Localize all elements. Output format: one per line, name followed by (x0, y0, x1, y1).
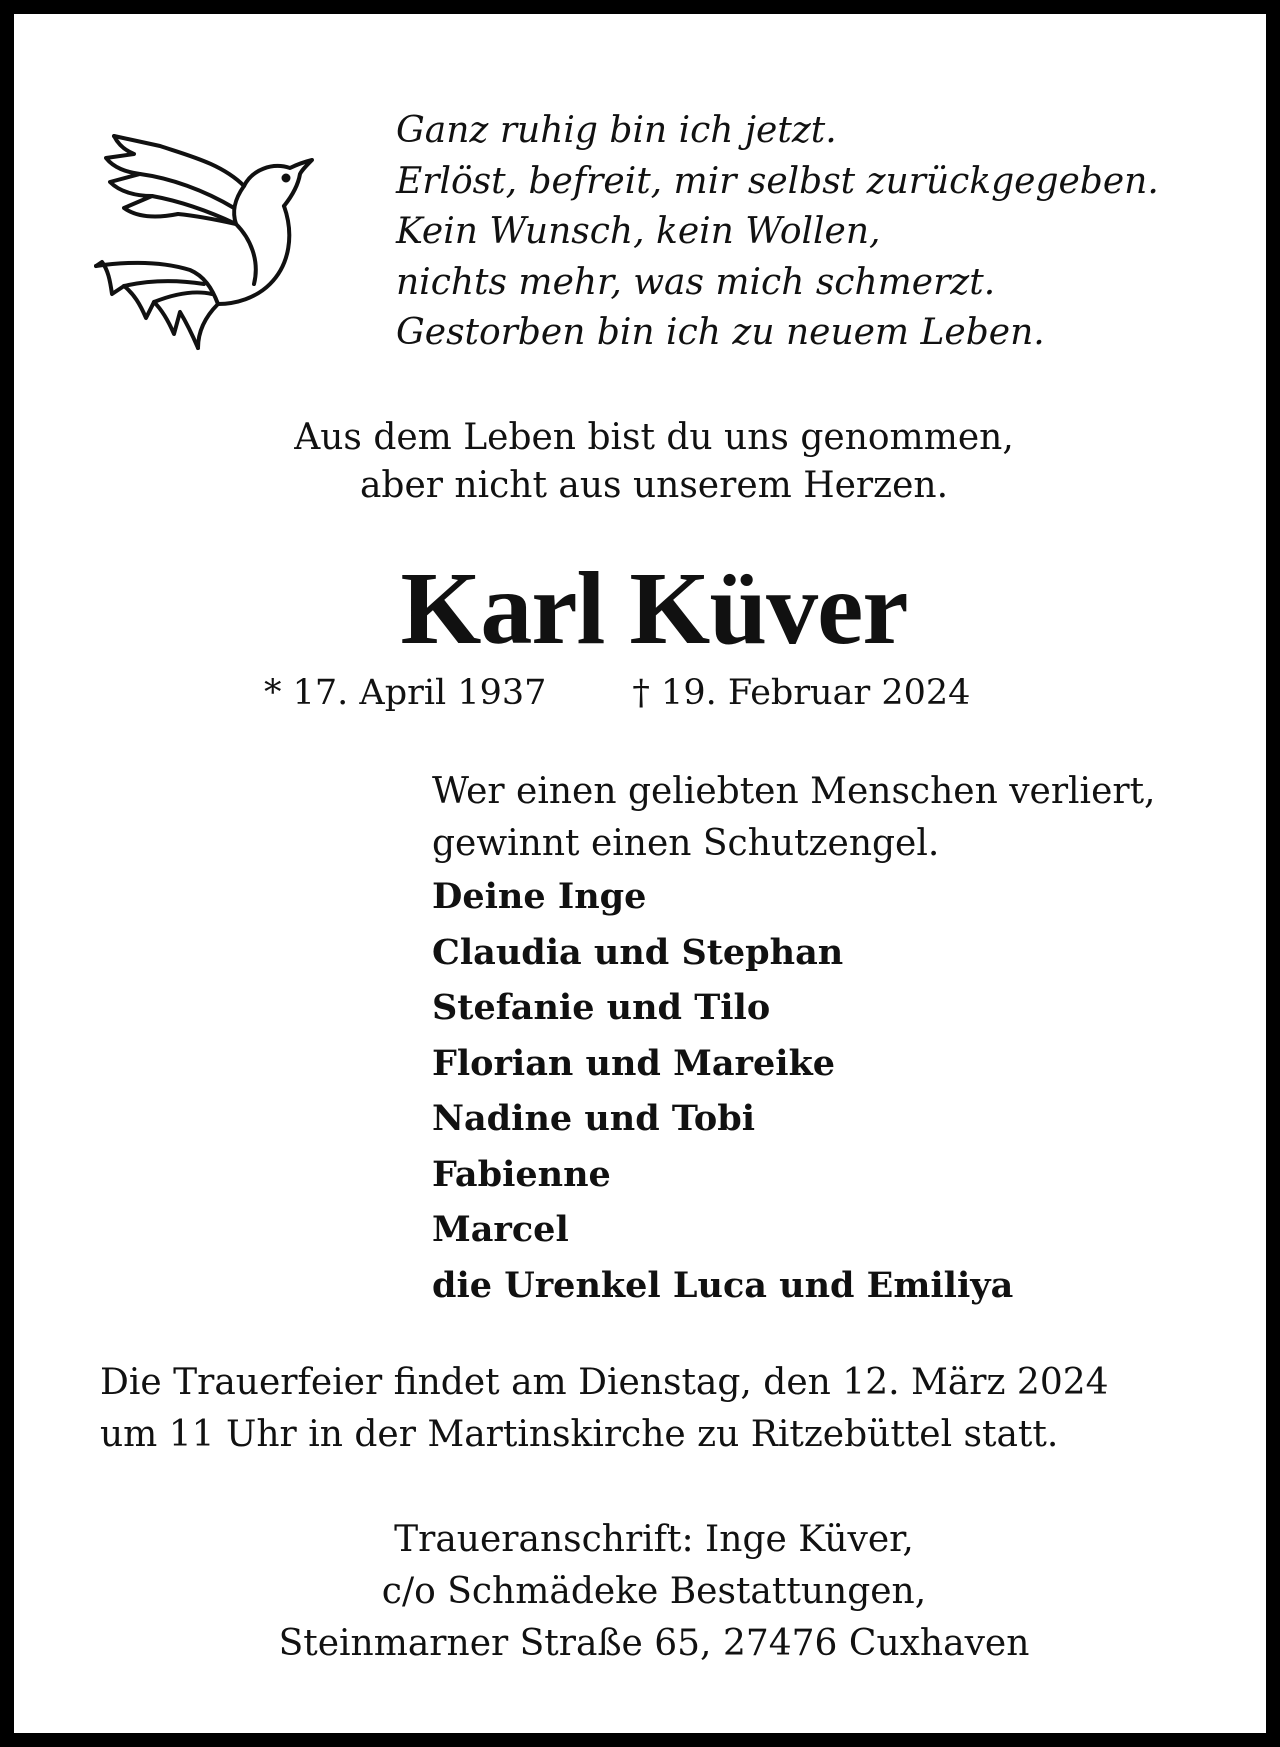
mourners-list (432, 869, 1013, 1313)
poem-line: Kein Wunsch, kein Wollen, (396, 211, 881, 252)
mourner: Florian und Mareike (432, 1042, 836, 1084)
poem-line: Erlöst, befreit, mir selbst zurückgegeben. (396, 160, 1159, 202)
death-date: † 19. Februar 2024 (632, 673, 971, 713)
mourner: Marcel (432, 1209, 569, 1250)
mourner: Claudia und Stephan (432, 931, 844, 973)
ceremony-line: Die Trauerfeier findet am Dienstag, den 12. März 2024 (100, 1362, 1109, 1403)
mourner: Fabienne (432, 1153, 611, 1195)
motto-line: aber nicht aus unserem Herzen. (359, 465, 949, 506)
motto (14, 414, 1280, 510)
quote-line: gewinnt einen Schutzengel. (432, 823, 940, 864)
mourner: Stefanie und Tilo (432, 987, 771, 1028)
poem (396, 106, 1159, 359)
mourning-address (14, 1514, 1280, 1670)
life-dates (264, 669, 970, 717)
mourner: Deine Inge (432, 876, 647, 917)
quote-line: Wer einen geliebten Menschen verliert, (432, 771, 1156, 812)
poem-line: Gestorben bin ich zu neuem Leben. (396, 312, 1045, 353)
dove-icon (94, 134, 334, 354)
mourner: die Urenkel Luca und Emiliya (432, 1264, 1014, 1306)
deceased-name: Karl Küver (400, 551, 908, 666)
quote (432, 766, 1156, 870)
mourner: Nadine und Tobi (432, 1098, 756, 1139)
poem-line: Ganz ruhig bin ich jetzt. (396, 110, 837, 151)
address-line: c/o Schmädeke Bestattungen, (381, 1571, 927, 1612)
motto-line: Aus dem Leben bist du uns genommen, (294, 417, 1014, 458)
ceremony-info (100, 1357, 1109, 1461)
birth-date: * 17. April 1937 (264, 673, 547, 713)
address-line: Traueranschrift: Inge Küver, (394, 1519, 914, 1560)
address-line: Steinmarner Straße 65, 27476 Cuxhaven (278, 1623, 1030, 1664)
poem-line: nichts mehr, was mich schmerzt. (396, 261, 996, 303)
ceremony-line: um 11 Uhr in der Martinskirche zu Ritzebüttel statt. (100, 1414, 1059, 1455)
